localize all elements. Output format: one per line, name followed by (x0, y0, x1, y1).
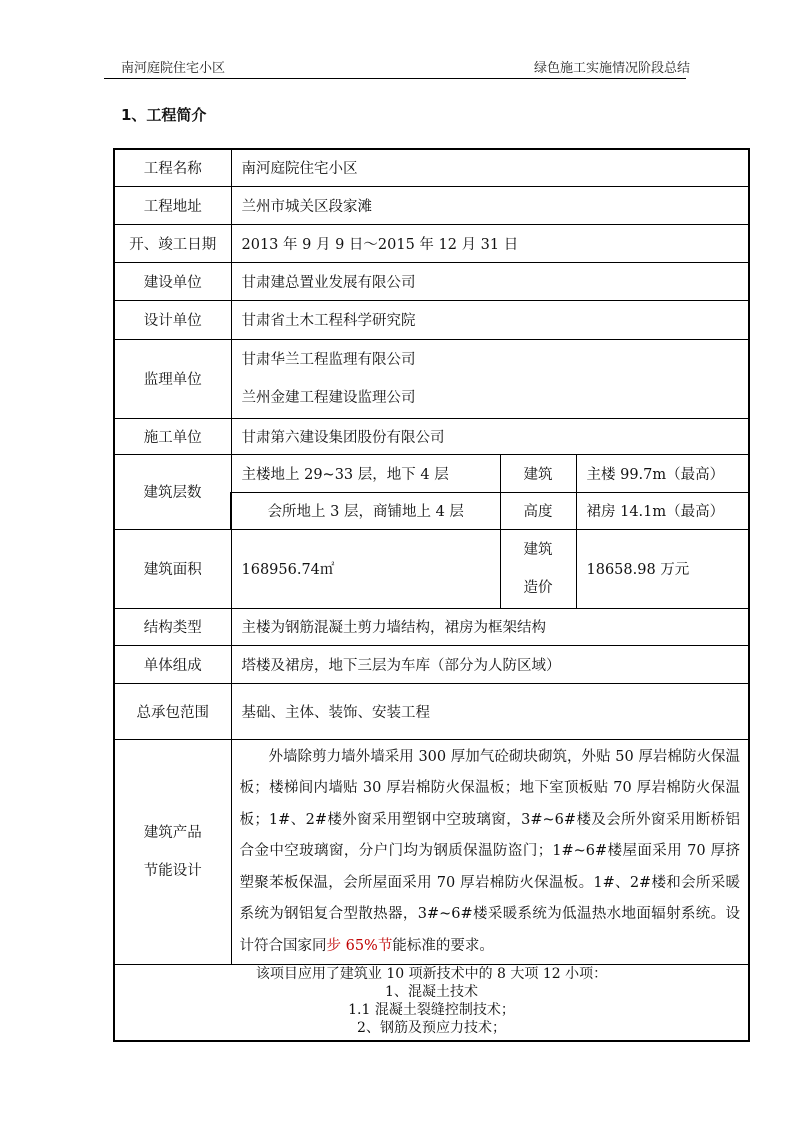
table-row-technology (114, 965, 749, 1041)
header-document-title: 绿色施工实施情况阶段总结 (533, 61, 690, 76)
value-supervisor (231, 339, 749, 418)
label-designer: 设计单位 (114, 300, 231, 339)
header-divider (104, 78, 686, 79)
tech-line-1: 该项目应用了建筑业 10 项新技术中的 8 大项 12 小项： (255, 966, 608, 982)
label-height-1: 建筑 (500, 454, 576, 492)
label-dates: 开、竣工日期 (114, 224, 231, 262)
label-contractor: 施工单位 (114, 418, 231, 454)
label-cost (500, 529, 576, 608)
label-scope: 总承包范围 (114, 683, 231, 739)
value-designer: 甘肃省土木工程科学研究院 (231, 300, 749, 339)
table-row-project-address (114, 186, 749, 224)
project-info-table (113, 148, 750, 1042)
table-row-supervisor (114, 339, 749, 418)
value-area: 168956.74㎡ (231, 529, 500, 608)
value-project-address: 兰州市城关区段家滩 (231, 186, 749, 224)
label-cost-line-2: 造价 (523, 579, 553, 596)
value-height-main: 主楼 99.7m（最高） (576, 454, 749, 492)
label-energy (114, 739, 231, 965)
label-developer: 建设单位 (114, 262, 231, 300)
table-row-project-name (114, 149, 749, 186)
value-dates: 2013 年 9 月 9 日～2015 年 12 月 31 日 (231, 224, 749, 262)
value-technology (114, 965, 749, 1041)
tech-line-4: 2、钢筋及预应力技术； (357, 1020, 506, 1036)
value-energy-design (231, 739, 749, 965)
table-row-developer (114, 262, 749, 300)
label-project-name: 工程名称 (114, 149, 231, 186)
label-supervisor: 监理单位 (114, 339, 231, 418)
energy-text-end: 能标准的要求。 (392, 937, 494, 954)
value-developer: 甘肃建总置业发展有限公司 (231, 262, 749, 300)
label-energy-line-1: 建筑产品 (143, 824, 202, 841)
supervisor-1: 甘肃华兰工程监理有限公司 (241, 351, 416, 368)
label-area: 建筑面积 (114, 529, 231, 608)
value-contractor: 甘肃第六建设集团股份有限公司 (231, 418, 749, 454)
table-row-area (114, 529, 749, 608)
value-cost: 18658.98 万元 (576, 529, 749, 608)
value-project-name: 南河庭院住宅小区 (231, 149, 749, 186)
value-composition: 塔楼及裙房，地下三层为车库（部分为人防区域） (231, 645, 749, 683)
energy-highlight: 步 65%节 (326, 937, 393, 954)
label-cost-line-1: 建筑 (523, 541, 553, 558)
table-row-dates (114, 224, 749, 262)
label-composition: 单体组成 (114, 645, 231, 683)
table-row-designer (114, 300, 749, 339)
table-row-energy (114, 739, 749, 965)
label-floors: 建筑层数 (114, 454, 231, 529)
table-row-scope (114, 683, 749, 739)
energy-text: 外墙除剪力墙外墙采用 300 厚加气砼砌块砌筑，外贴 50 厚岩棉防火保温板；楼梯间内墙贴 30 厚岩棉防火保温板；地下室顶板贴 70 厚岩棉防火保温板；1#、2#楼外窗采用塑钢中空玻璃窗，3#~6#楼及会所外窗采用断桥铝合金中空玻璃窗，分户门均为钢质保温防盗门；1#~6#楼屋面采用 70 厚挤塑聚苯板保温，会所屋面采用 70 厚岩棉防火保温板。1#、2#楼和会所采暖系统为钢铝复合型散热器，3#~6#楼采暖系统为低温热水地面辐射系统。设计符合国家同 (239, 748, 741, 954)
table-row-contractor (114, 418, 749, 454)
label-height-2: 高度 (500, 492, 576, 529)
tech-line-2: 1、混凝土技术 (385, 984, 478, 1000)
table-row-composition (114, 645, 749, 683)
label-energy-line-2: 节能设计 (143, 862, 202, 879)
tech-line-3: 1.1 混凝土裂缝控制技术； (348, 1002, 515, 1018)
section-title: 1、工程简介 (121, 106, 207, 124)
value-floors-club: 会所地上 3 层，商铺地上 4 层 (231, 492, 500, 529)
header-project-name: 南河庭院住宅小区 (121, 61, 226, 76)
label-project-address: 工程地址 (114, 186, 231, 224)
value-height-podium: 裙房 14.1m（最高） (576, 492, 749, 529)
label-structure: 结构类型 (114, 608, 231, 645)
value-scope: 基础、主体、装饰、安装工程 (231, 683, 749, 739)
table-row-floors-1 (114, 454, 749, 492)
supervisor-2: 兰州金建工程建设监理公司 (241, 389, 416, 406)
value-structure: 主楼为钢筋混凝土剪力墙结构，裙房为框架结构 (231, 608, 749, 645)
table-row-structure (114, 608, 749, 645)
value-floors-main: 主楼地上 29~33 层，地下 4 层 (231, 454, 500, 492)
